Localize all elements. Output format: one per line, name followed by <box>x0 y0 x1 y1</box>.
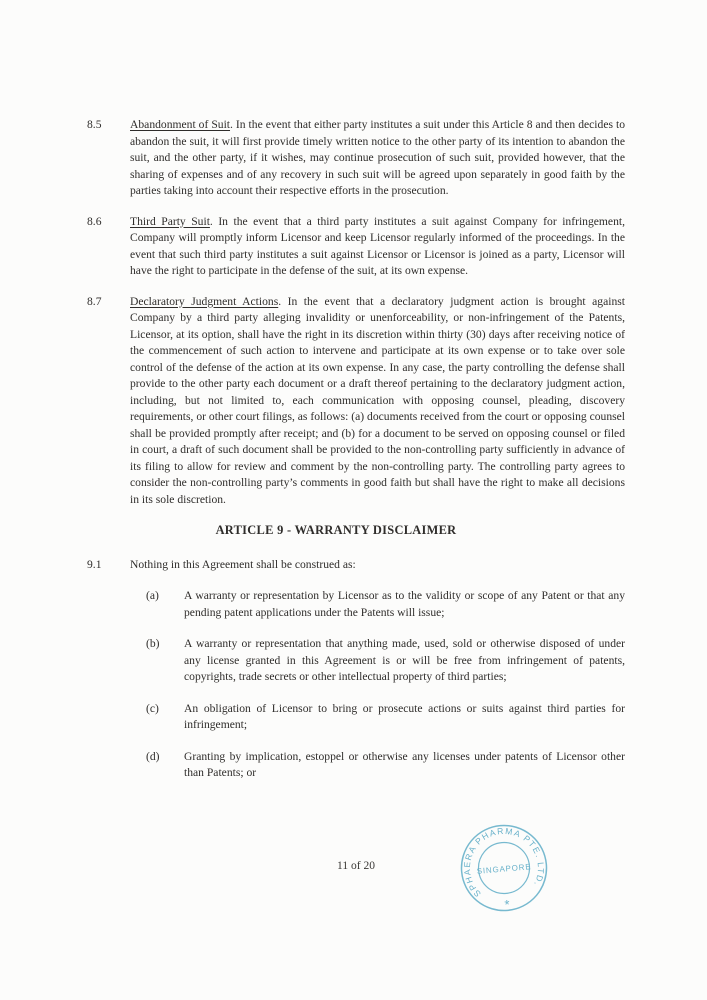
section-number: 9.1 <box>87 557 102 571</box>
section-8-6 <box>87 214 625 280</box>
article-9-heading: ARTICLE 9 - WARRANTY DISCLAIMER <box>215 523 457 537</box>
stamp-center-text: SINGAPORE <box>476 862 532 876</box>
section-heading: Declaratory Judgment Actions <box>130 294 279 308</box>
section-heading: Third Party Suit <box>130 214 210 228</box>
section-paragraph <box>130 214 625 280</box>
section-number: 8.6 <box>87 214 102 228</box>
section-8-5 <box>87 117 625 200</box>
subsection-d <box>146 749 625 782</box>
subsection-text: Granting by implication, estoppel or otherwise any licenses under patents of Licensor other than Patents; or <box>184 749 625 779</box>
svg-text:SPHAERA PHARMA PTE. LTD. <box>458 822 548 899</box>
subsection-letter: (b) <box>146 637 160 650</box>
section-paragraph: Nothing in this Agreement shall be construed as: <box>130 557 356 571</box>
section-heading: Abandonment of Suit <box>130 118 231 131</box>
section-paragraph <box>130 294 625 509</box>
section-body: . In the event that a third party institutes a suit against Company for infringement, Company will promptly inform Licensor and keep Licensor regularly informed of the proceedings. In the event that such third party institutes a suit against Licensor or Licensor is joined as a party, Licensor will have the right to participate in the defense of the suit, at its own expense. <box>130 214 625 277</box>
subsection-text: A warranty or representation that anything made, used, sold or otherwise disposed of under any license granted in this Agreement is or will be free from infringement of patents, copyrights, trade secrets or other intellectual property of third parties; <box>184 637 625 683</box>
subsection-b <box>146 636 625 686</box>
section-number: 8.5 <box>87 118 102 131</box>
stamp-ring-text: SPHAERA PHARMA PTE. LTD. <box>461 825 547 900</box>
company-stamp-icon <box>458 822 550 914</box>
document-content <box>87 117 625 782</box>
stamp-star-icon: * <box>504 896 511 913</box>
subsection-a <box>146 588 625 621</box>
subsection-c <box>146 701 625 734</box>
section-9-1 <box>87 557 625 574</box>
subsection-text: An obligation of Licensor to bring or prosecute actions or suits against third parties for infringement; <box>184 701 625 731</box>
section-number: 8.7 <box>87 294 102 308</box>
section-paragraph <box>130 117 625 200</box>
section-8-7 <box>87 294 625 509</box>
subsection-letter: (a) <box>146 589 159 602</box>
page-number: 11 of 20 <box>337 860 375 872</box>
subsection-letter: (c) <box>146 701 159 715</box>
section-body: . In the event that a declaratory judgment action is brought against Company by a third party alleging invalidity or unenforceability, or non-infringement of the Patents, Licensor, at its option, shall have the right in its discretion within thirty (30) days after receiving notice of the commencement of such action to intervene and participate at its own expense or to take over sole control of the defense of the action at its own expense. In any case, the party controlling the defense shall provide to the other party each document or a draft thereof pertaining to the declaratory judgment action, including, but not limited to, each communication with opposing counsel, pleading, discovery requirements, or other court filings, as follows: (a) documents received from the court or opposing counsel shall be provided promptly after receipt; and (b) for a document to be served on opposing counsel or filed in court, a draft of such document shall be provided to the non-controlling party sufficiently in advance of its filing to allow for review and comment by the non-controlling party. The controlling party agrees to consider the non-controlling party’s comments in good faith but shall have the right to make all decisions in its sole discretion. <box>130 294 625 506</box>
subsection-letter: (d) <box>146 749 160 763</box>
subsection-text: A warranty or representation by Licensor as to the validity or scope of any Patent or that any pending patent applications under the Patents will issue; <box>184 589 625 619</box>
section-body: . In the event that either party institutes a suit under this Article 8 and then decides to abandon the suit, it will first provide timely written notice to the other party of its intention to abandon the suit, and the other party, if it wishes, may continue prosecution of such suit, provided however, that the sharing of expenses and of any recovery in such suit will be agreed upon separately in good faith by the parties taking into account their respective efforts in the prosecution. <box>130 118 625 197</box>
